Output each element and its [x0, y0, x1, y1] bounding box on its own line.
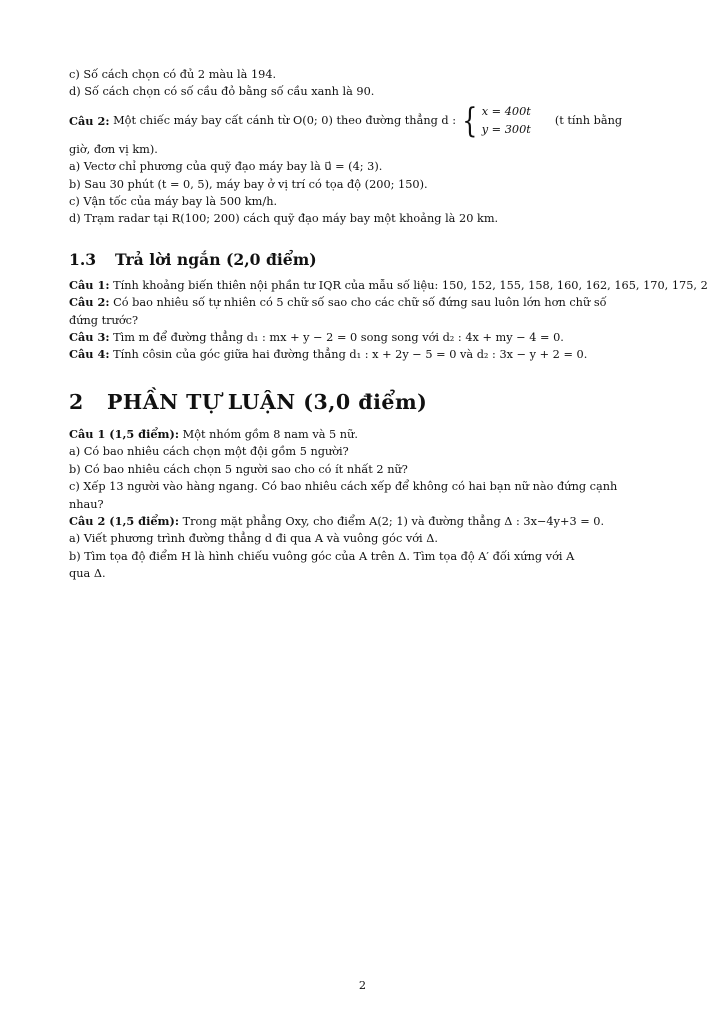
short-q1-label: Câu 1:: [69, 277, 110, 292]
short-q2-label: Câu 2:: [69, 295, 110, 310]
short-q2-cont: đứng trước?: [69, 313, 139, 327]
essay-q2-b-cont: qua Δ.: [69, 567, 106, 581]
essay-q1-c: c) Xếp 13 người vào hàng ngang. Có bao nhiêu cách xếp để không có hai bạn nữ nào đứng cạnh: [69, 480, 618, 494]
essay-q2-text: Trong mặt phẳng Oxy, cho điểm A(2; 1) và đường thẳng Δ : 3x−4y+3 = 0.: [182, 514, 605, 528]
short-q4-label: Câu 4:: [69, 347, 110, 362]
q2-option-d: d) Trạm radar tại R(100; 200) cách quỹ đạo máy bay một khoảng là 20 km.: [69, 212, 499, 226]
system-eq-1: x = 400t: [481, 104, 531, 118]
short-q2-text: Có bao nhiêu số tự nhiên có 5 chữ số sao cho các chữ số đứng sau luôn lớn hơn chữ số: [113, 296, 607, 310]
section-number: 1.3: [69, 249, 97, 269]
brace-icon: {: [462, 100, 478, 141]
system-eq-2: y = 300t: [481, 122, 531, 136]
essay-q1-text: Một nhóm gồm 8 nam và 5 nữ.: [182, 427, 358, 441]
q2-option-c: c) Vận tốc của máy bay là 500 km/h.: [69, 195, 278, 209]
essay-q2: [69, 513, 659, 530]
short-q3-text: Tìm m để đường thẳng d₁ : mx + y − 2 = 0 song song với d₂ : 4x + my − 4 = 0.: [113, 331, 564, 345]
q2-tail: (t tính bằng: [554, 114, 623, 128]
short-q4: [69, 346, 659, 363]
equation-system: [459, 100, 531, 141]
part1-line-c: c) Số cách chọn có đủ 2 màu là 194.: [69, 68, 277, 81]
q2-tail-2: giờ, đơn vị km).: [69, 142, 158, 156]
q2-option-a: a) Vectơ chỉ phương của quỹ đạo máy bay là u⃗ = (4; 3).: [69, 160, 383, 174]
q2-label: Câu 2:: [69, 113, 110, 128]
section-number: 2: [69, 389, 84, 414]
essay-q1-a: a) Có bao nhiêu cách chọn một đội gồm 5 người?: [69, 445, 349, 459]
q2-header: [69, 101, 659, 141]
essay-q1: [69, 426, 659, 443]
essay-q2-b: b) Tìm tọa độ điểm H là hình chiếu vuông góc của A trên Δ. Tìm tọa độ A′ đối xứng với A: [69, 549, 575, 563]
section-heading-2: [69, 390, 659, 414]
essay-q2-label: Câu 2 (1,5 điểm):: [69, 513, 180, 528]
part1-line-d: d) Số cách chọn có số cầu đỏ bằng số cầu xanh là 90.: [69, 85, 375, 99]
short-q1: [69, 277, 708, 294]
q2-intro: Một chiếc máy bay cất cánh từ O(0; 0) theo đường thẳng d :: [113, 114, 457, 128]
page-content: [69, 66, 708, 583]
q2-option-b: b) Sau 30 phút (t = 0, 5), máy bay ở vị trí có tọa độ (200; 150).: [69, 177, 428, 191]
short-q1-text: Tính khoảng biến thiên nội phần tư IQR của mẫu số liệu: 150, 152, 155, 158, 160, 162, 165, 170, 175, 2: [113, 278, 708, 292]
short-q2: [69, 294, 659, 311]
essay-q1-b: b) Có bao nhiêu cách chọn 5 người sao cho có ít nhất 2 nữ?: [69, 462, 408, 476]
essay-q2-a: a) Viết phương trình đường thẳng d đi qua A và vuông góc với Δ.: [69, 532, 439, 546]
page-number: 2: [358, 979, 367, 992]
short-q4-text: Tính côsin của góc giữa hai đường thẳng d₁ : x + 2y − 5 = 0 và d₂ : 3x − y + 2 = 0.: [113, 348, 588, 362]
essay-q1-c-cont: nhau?: [69, 497, 104, 511]
short-q3-label: Câu 3:: [69, 330, 110, 345]
section-title: PHẦN TỰ LUẬN (3,0 điểm): [107, 389, 428, 414]
section-title: Trả lời ngắn (2,0 điểm): [115, 249, 317, 269]
short-q3: [69, 329, 659, 346]
section-heading-1-3: [69, 250, 659, 269]
essay-q1-label: Câu 1 (1,5 điểm):: [69, 426, 180, 441]
